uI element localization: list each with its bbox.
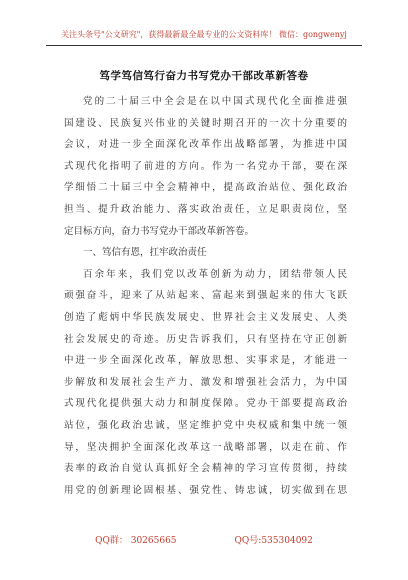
document-body [64, 91, 347, 501]
section-paragraph [64, 264, 347, 502]
intro-paragraph [64, 91, 347, 242]
paragraph-line: 党的二十届三中全会是在以中国式现代化全面推进强 [83, 96, 347, 107]
section-heading: 一、笃信有恩，扛牢政治责任 [83, 247, 207, 259]
paragraph-line: 导，坚决拥护全面深化改革这一战略部署，以走在前、作 [64, 441, 347, 453]
paragraph-line: 国建设、民族复兴伟业的关键时期召开的一次十分重要的 [64, 117, 347, 129]
paragraph-line: 表率的政治自觉认真抓好全会精神的学习宣传贯彻，持续 [64, 463, 347, 475]
paragraph-line: 定目标方向，奋力书写党办干部改革新答卷。 [64, 225, 255, 237]
header-divider [46, 45, 362, 46]
paragraph-line: 担当、提升政治能力、落实政治责任，立足职责岗位，坚 [64, 203, 347, 215]
paragraph-line: 会议，对进一步全面深化改革作出战略部署，为推进中国 [64, 139, 347, 151]
footer-contact [0, 533, 408, 546]
qq-group-text: QQ群： 30265665 [95, 536, 177, 546]
paragraph-line: 步解放和发展社会生产力、激发和增强社会活力，为中国 [64, 376, 347, 388]
paragraph-line: 社会发展史的奇迹。历史告诉我们，只有坚持在守正创新 [64, 333, 347, 345]
paragraph-line: 站位，强化政治忠诚，坚定维护党中央权威和集中统一领 [64, 419, 347, 431]
paragraph-line: 学细悟二十届三中全会精神中，提高政治站位、强化政治 [64, 182, 347, 194]
header-promo-text: 关注头条号"公文研究"，获得最新最全最专业的公文资料库！ 微信：gongwenyj [61, 30, 347, 39]
paragraph-line: 创造了彪炳中华民族发展史、世界社会主义发展史、人类 [64, 311, 347, 323]
paragraph-line: 式现代化指明了前进的方向。作为一名党办干部，要在深 [64, 160, 347, 172]
paragraph-line: 中进一步全面深化改革，解放思想、实事求是，才能进一 [64, 355, 347, 367]
paragraph-line: 用党的创新理论固根基、强党性、铸忠诚，切实做到在思 [64, 484, 347, 496]
qq-number-text: QQ号:535304092 [234, 536, 313, 546]
document-title: 笃学笃信笃行奋力书写党办干部改革新答卷 [99, 70, 309, 82]
paragraph-line: 式现代化提供强大动力和制度保障。党办干部要提高政治 [64, 398, 347, 410]
paragraph-line: 顽强奋斗，迎来了从站起来、富起来到强起来的伟大飞跃 [64, 290, 347, 302]
paragraph-line: 百余年来，我们党以改革创新为动力，团结带领人民 [83, 268, 347, 280]
